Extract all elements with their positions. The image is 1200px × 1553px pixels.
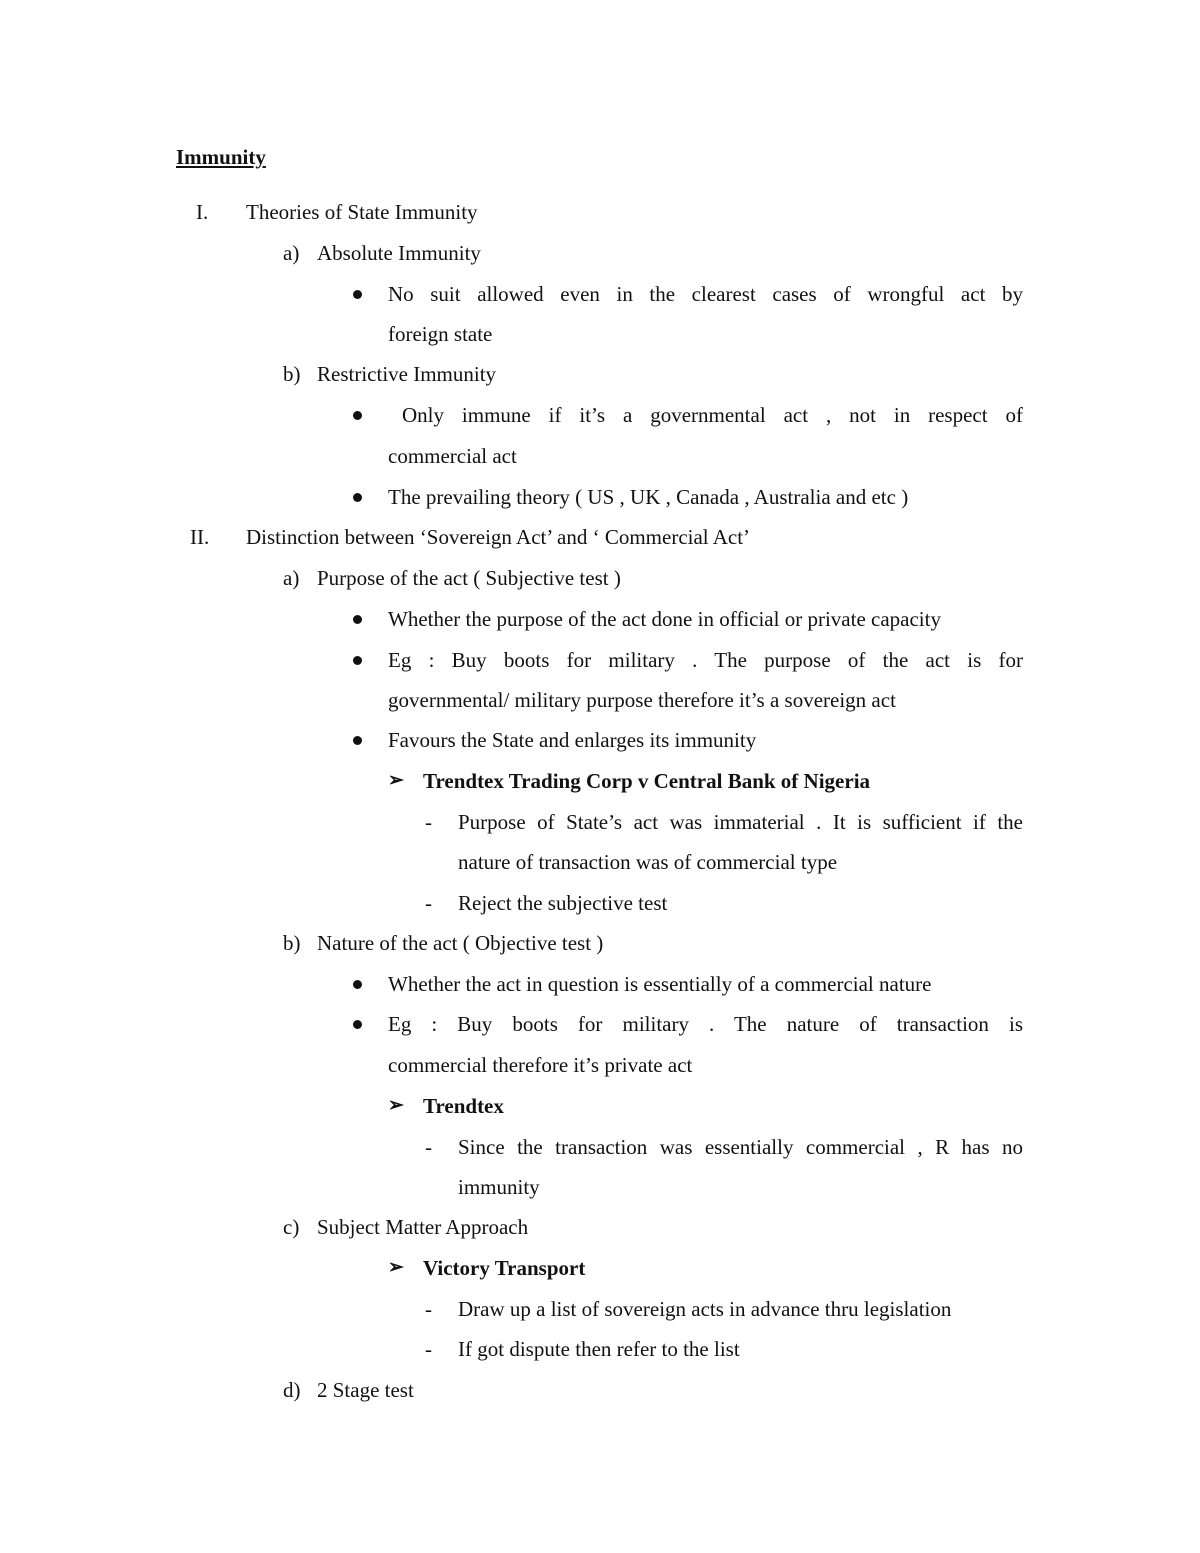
dash-text: Purpose of State’s act was immaterial . It is sufficient if the bbox=[458, 810, 1023, 834]
section-heading-text: Theories of State Immunity bbox=[246, 200, 478, 224]
bullet-text: governmental/ military purpose therefore it’s a sovereign act bbox=[388, 688, 896, 712]
dash-text: immunity bbox=[458, 1175, 540, 1199]
bullet-text: commercial therefore it’s private act bbox=[388, 1053, 693, 1077]
bullet-text: The prevailing theory ( US , UK , Canada , Australia and etc ) bbox=[388, 485, 909, 509]
bullet-icon bbox=[353, 1020, 362, 1029]
case-name: Trendtex bbox=[423, 1094, 504, 1118]
dash-marker: - bbox=[425, 1135, 432, 1159]
arrow-bullet-icon: ➢ bbox=[388, 1257, 404, 1278]
bullet-text: No suit allowed even in the clearest cases of wrongful act by bbox=[388, 282, 1023, 306]
dash-text: nature of transaction was of commercial type bbox=[458, 850, 838, 874]
section-numeral: II. bbox=[190, 525, 210, 549]
subsection-marker: b) bbox=[283, 931, 301, 955]
bullet-text: foreign state bbox=[388, 322, 493, 346]
bullet-icon bbox=[353, 980, 362, 989]
bullet-icon bbox=[353, 656, 362, 665]
section-numeral: I. bbox=[196, 200, 209, 224]
bullet-text: Whether the act in question is essentially of a commercial nature bbox=[388, 972, 932, 996]
bullet-text: Eg : Buy boots for military . The nature of transaction is bbox=[388, 1012, 1023, 1036]
dash-marker: - bbox=[425, 1337, 432, 1361]
bullet-text: Whether the purpose of the act done in official or private capacity bbox=[388, 607, 941, 631]
bullet-text: Favours the State and enlarges its immunity bbox=[388, 728, 757, 752]
bullet-icon bbox=[353, 615, 362, 624]
subsection-marker: d) bbox=[283, 1378, 301, 1402]
document-title: Immunity bbox=[176, 145, 266, 169]
dash-text: Reject the subjective test bbox=[458, 891, 668, 915]
dash-marker: - bbox=[425, 1297, 432, 1321]
bullet-text: commercial act bbox=[388, 444, 517, 468]
bullet-icon bbox=[353, 736, 362, 745]
subsection-marker: c) bbox=[283, 1215, 300, 1239]
subsection-marker: a) bbox=[283, 566, 300, 590]
subsection-marker: a) bbox=[283, 241, 300, 265]
bullet-text: Eg : Buy boots for military . The purpose of the act is for bbox=[388, 648, 1023, 672]
bullet-icon bbox=[353, 493, 362, 502]
bullet-icon bbox=[353, 411, 362, 420]
arrow-bullet-icon: ➢ bbox=[388, 770, 404, 791]
bullet-text: Only immune if it’s a governmental act , not in respect of bbox=[402, 403, 1023, 427]
case-name: Trendtex Trading Corp v Central Bank of Nigeria bbox=[423, 769, 871, 793]
dash-marker: - bbox=[425, 810, 432, 834]
subsection-marker: b) bbox=[283, 362, 301, 386]
subsection-label: Nature of the act ( Objective test ) bbox=[317, 931, 604, 955]
case-name: Victory Transport bbox=[423, 1256, 586, 1280]
subsection-label: Restrictive Immunity bbox=[317, 362, 497, 386]
subsection-label: Subject Matter Approach bbox=[317, 1215, 529, 1239]
subsection-label: Absolute Immunity bbox=[317, 241, 481, 265]
dash-text: Since the transaction was essentially commercial , R has no bbox=[458, 1135, 1023, 1159]
dash-marker: - bbox=[425, 891, 432, 915]
bullet-icon bbox=[353, 290, 362, 299]
arrow-bullet-icon: ➢ bbox=[388, 1095, 404, 1116]
section-heading-text: Distinction between ‘Sovereign Act’ and ‘ Commercial Act’ bbox=[246, 525, 751, 549]
subsection-label: Purpose of the act ( Subjective test ) bbox=[317, 566, 621, 590]
dash-text: Draw up a list of sovereign acts in advance thru legislation bbox=[458, 1297, 952, 1321]
dash-text: If got dispute then refer to the list bbox=[458, 1337, 740, 1361]
subsection-label: 2 Stage test bbox=[317, 1378, 414, 1402]
